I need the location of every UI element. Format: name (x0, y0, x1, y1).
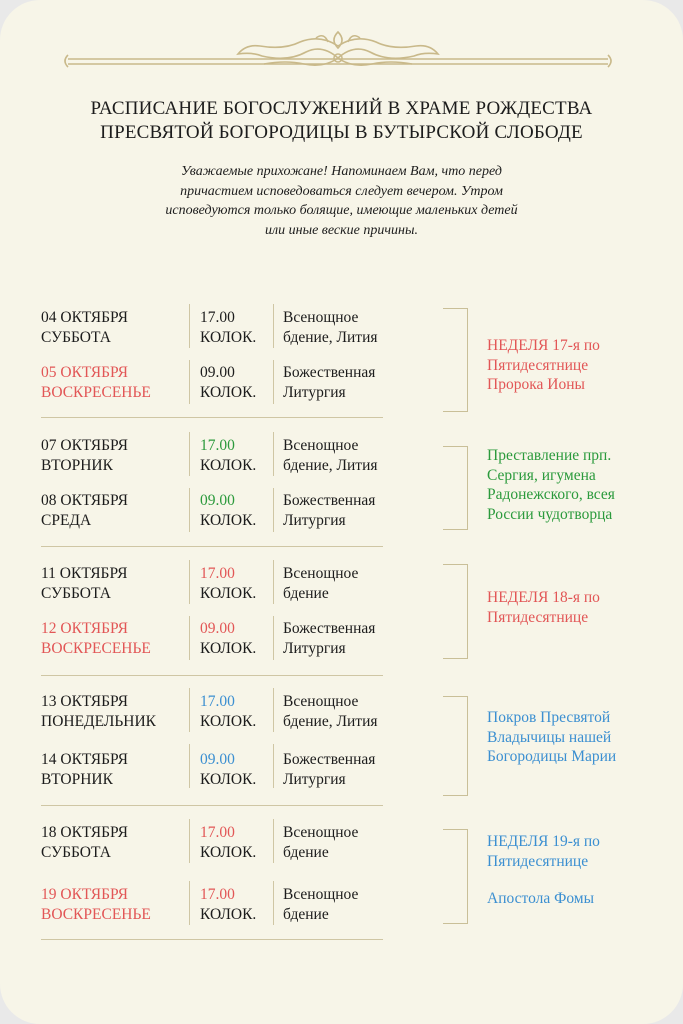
feast-line: Богородицы Марии (487, 748, 617, 765)
service-cell (283, 619, 375, 658)
bell-note: КОЛОК. (200, 328, 257, 346)
date: 07 ОКТЯБРЯ (41, 437, 129, 454)
intro-line: причастием исповедоваться следует вечером. Утром (180, 183, 503, 199)
feast-note (487, 588, 657, 627)
date: 04 ОКТЯБРЯ (41, 309, 129, 326)
service-cell (283, 564, 358, 603)
service-cell (283, 750, 375, 789)
service-cell (283, 308, 378, 347)
column-divider (189, 744, 190, 788)
weekday: ПОНЕДЕЛЬНИК (41, 712, 157, 730)
feast-line: Радонежского, всея (487, 486, 615, 503)
intro-line: Уважаемые прихожане! Напоминаем Вам, что перед (181, 164, 502, 179)
time: 17.00 (200, 824, 235, 841)
date: 08 ОКТЯБРЯ (41, 492, 129, 509)
bell-note: КОЛОК. (200, 843, 257, 861)
service: Всенощное (283, 437, 359, 454)
date: 05 ОКТЯБРЯ (41, 364, 129, 381)
service-cell (283, 823, 358, 862)
service: Всенощное (283, 693, 359, 710)
title-line: РАСПИСАНИЕ БОГОСЛУЖЕНИЙ В ХРАМЕ РОЖДЕСТВА (90, 98, 593, 119)
feast-line: России чудотворца (487, 505, 613, 523)
date: 18 ОКТЯБРЯ (41, 824, 129, 841)
service: Литургия (283, 511, 346, 529)
column-divider (273, 819, 274, 863)
bell-note: КОЛОК. (200, 511, 257, 529)
group-separator (41, 417, 383, 418)
time-cell (200, 692, 256, 731)
date-cell (41, 619, 151, 658)
feast-note (487, 336, 657, 395)
weekday: СУББОТА (41, 584, 111, 602)
date-cell (41, 564, 127, 603)
weekday: СУББОТА (41, 843, 111, 861)
group-bracket (443, 696, 468, 796)
time: 17.00 (200, 309, 235, 326)
date: 13 ОКТЯБРЯ (41, 693, 129, 710)
time-cell (200, 619, 256, 658)
feast-line: НЕДЕЛЯ 18-я по (487, 589, 600, 606)
time: 09.00 (200, 620, 235, 637)
group-separator (41, 805, 383, 806)
group-bracket (443, 308, 468, 412)
column-divider (189, 881, 190, 925)
service: Божественная (283, 751, 376, 768)
service: Литургия (283, 639, 346, 657)
column-divider (273, 881, 274, 925)
date: 12 ОКТЯБРЯ (41, 620, 129, 637)
bell-note: КОЛОК. (200, 383, 257, 401)
service: Божественная (283, 492, 376, 509)
column-divider (189, 432, 190, 476)
weekday: ВТОРНИК (41, 770, 113, 788)
service: Литургия (283, 770, 346, 788)
feast-line: Владычицы нашей (487, 728, 612, 746)
date: 19 ОКТЯБРЯ (41, 886, 129, 903)
feast-line: Пятидесятнице (487, 608, 589, 626)
weekday: ВОСКРЕСЕНЬЕ (41, 383, 151, 401)
service: Всенощное (283, 824, 359, 841)
date-cell (41, 363, 151, 402)
column-divider (189, 360, 190, 404)
service: бдение (283, 905, 329, 923)
time: 17.00 (200, 693, 235, 710)
service: Литургия (283, 383, 346, 401)
intro-note (120, 162, 563, 240)
intro-line: исповедуются только болящие, имеющие маленьких детей (165, 203, 518, 218)
date-cell (41, 308, 128, 347)
feast-line: Апостола Фомы (487, 890, 595, 907)
service: Всенощное (283, 565, 359, 582)
group-separator (41, 546, 383, 547)
weekday: ВТОРНИК (41, 456, 113, 474)
bell-note: КОЛОК. (200, 584, 257, 602)
time-cell (200, 363, 256, 402)
service: бдение, Лития (283, 712, 378, 730)
service: Божественная (283, 620, 376, 637)
service: Божественная (283, 364, 376, 381)
time-cell (200, 436, 256, 475)
weekday: ВОСКРЕСЕНЬЕ (41, 639, 151, 657)
date-cell (41, 750, 128, 789)
service: бдение (283, 584, 329, 602)
feast-line: Сергия, игумена (487, 466, 596, 484)
date: 11 ОКТЯБРЯ (41, 565, 128, 582)
group-bracket (443, 564, 468, 659)
service: Всенощное (283, 886, 359, 903)
column-divider (273, 432, 274, 476)
date-cell (41, 823, 128, 862)
time: 09.00 (200, 751, 235, 768)
time-cell (200, 823, 256, 862)
time: 17.00 (200, 886, 235, 903)
feast-line: Пророка Ионы (487, 376, 585, 393)
feast-note (487, 832, 657, 871)
service-cell (283, 363, 375, 402)
service: бдение (283, 843, 329, 861)
bell-note: КОЛОК. (200, 712, 257, 730)
time: 17.00 (200, 565, 235, 582)
time: 09.00 (200, 364, 235, 381)
title-line: ПРЕСВЯТОЙ БОГОРОДИЦЫ В БУТЫРСКОЙ СЛОБОДЕ (100, 122, 583, 143)
weekday: СРЕДА (41, 511, 92, 529)
column-divider (273, 488, 274, 532)
column-divider (189, 304, 190, 348)
bell-note: КОЛОК. (200, 905, 257, 923)
group-separator (41, 939, 383, 940)
feast-note-extra (487, 889, 657, 909)
time-cell (200, 750, 256, 789)
date-cell (41, 436, 128, 475)
time-cell (200, 564, 256, 603)
column-divider (189, 488, 190, 532)
page-title (40, 97, 643, 145)
weekday: СУББОТА (41, 328, 111, 346)
date-cell (41, 491, 128, 530)
bell-note: КОЛОК. (200, 770, 257, 788)
feast-note (487, 708, 657, 767)
group-bracket (443, 446, 468, 530)
service: бдение, Лития (283, 456, 378, 474)
date-cell (41, 885, 151, 924)
column-divider (273, 360, 274, 404)
time: 09.00 (200, 492, 235, 509)
time-cell (200, 885, 256, 924)
intro-line: или иные веские причины. (265, 222, 418, 238)
column-divider (189, 819, 190, 863)
column-divider (189, 688, 190, 732)
column-divider (273, 560, 274, 604)
time-cell (200, 491, 256, 530)
feast-line: Пятидесятнице (487, 356, 589, 374)
service: Всенощное (283, 309, 359, 326)
service-cell (283, 692, 378, 731)
bell-note: КОЛОК. (200, 639, 257, 657)
service-cell (283, 885, 358, 924)
service: бдение, Лития (283, 328, 378, 346)
column-divider (273, 744, 274, 788)
feast-note (487, 446, 657, 524)
feast-line: Преставление прп. (487, 447, 612, 464)
column-divider (273, 688, 274, 732)
column-divider (273, 616, 274, 660)
date: 14 ОКТЯБРЯ (41, 751, 129, 768)
group-bracket (443, 829, 468, 924)
service-cell (283, 491, 375, 530)
feast-line: Пятидесятнице (487, 852, 589, 870)
time-cell (200, 308, 256, 347)
date-cell (41, 692, 156, 731)
column-divider (189, 616, 190, 660)
group-separator (41, 675, 383, 676)
time: 17.00 (200, 437, 235, 454)
feast-line: НЕДЕЛЯ 17-я по (487, 337, 600, 354)
column-divider (189, 560, 190, 604)
ornament-divider-icon (60, 28, 616, 78)
bell-note: КОЛОК. (200, 456, 257, 474)
feast-line: Покров Пресвятой (487, 709, 611, 726)
service-cell (283, 436, 378, 475)
column-divider (273, 304, 274, 348)
feast-line: НЕДЕЛЯ 19-я по (487, 833, 600, 850)
weekday: ВОСКРЕСЕНЬЕ (41, 905, 151, 923)
